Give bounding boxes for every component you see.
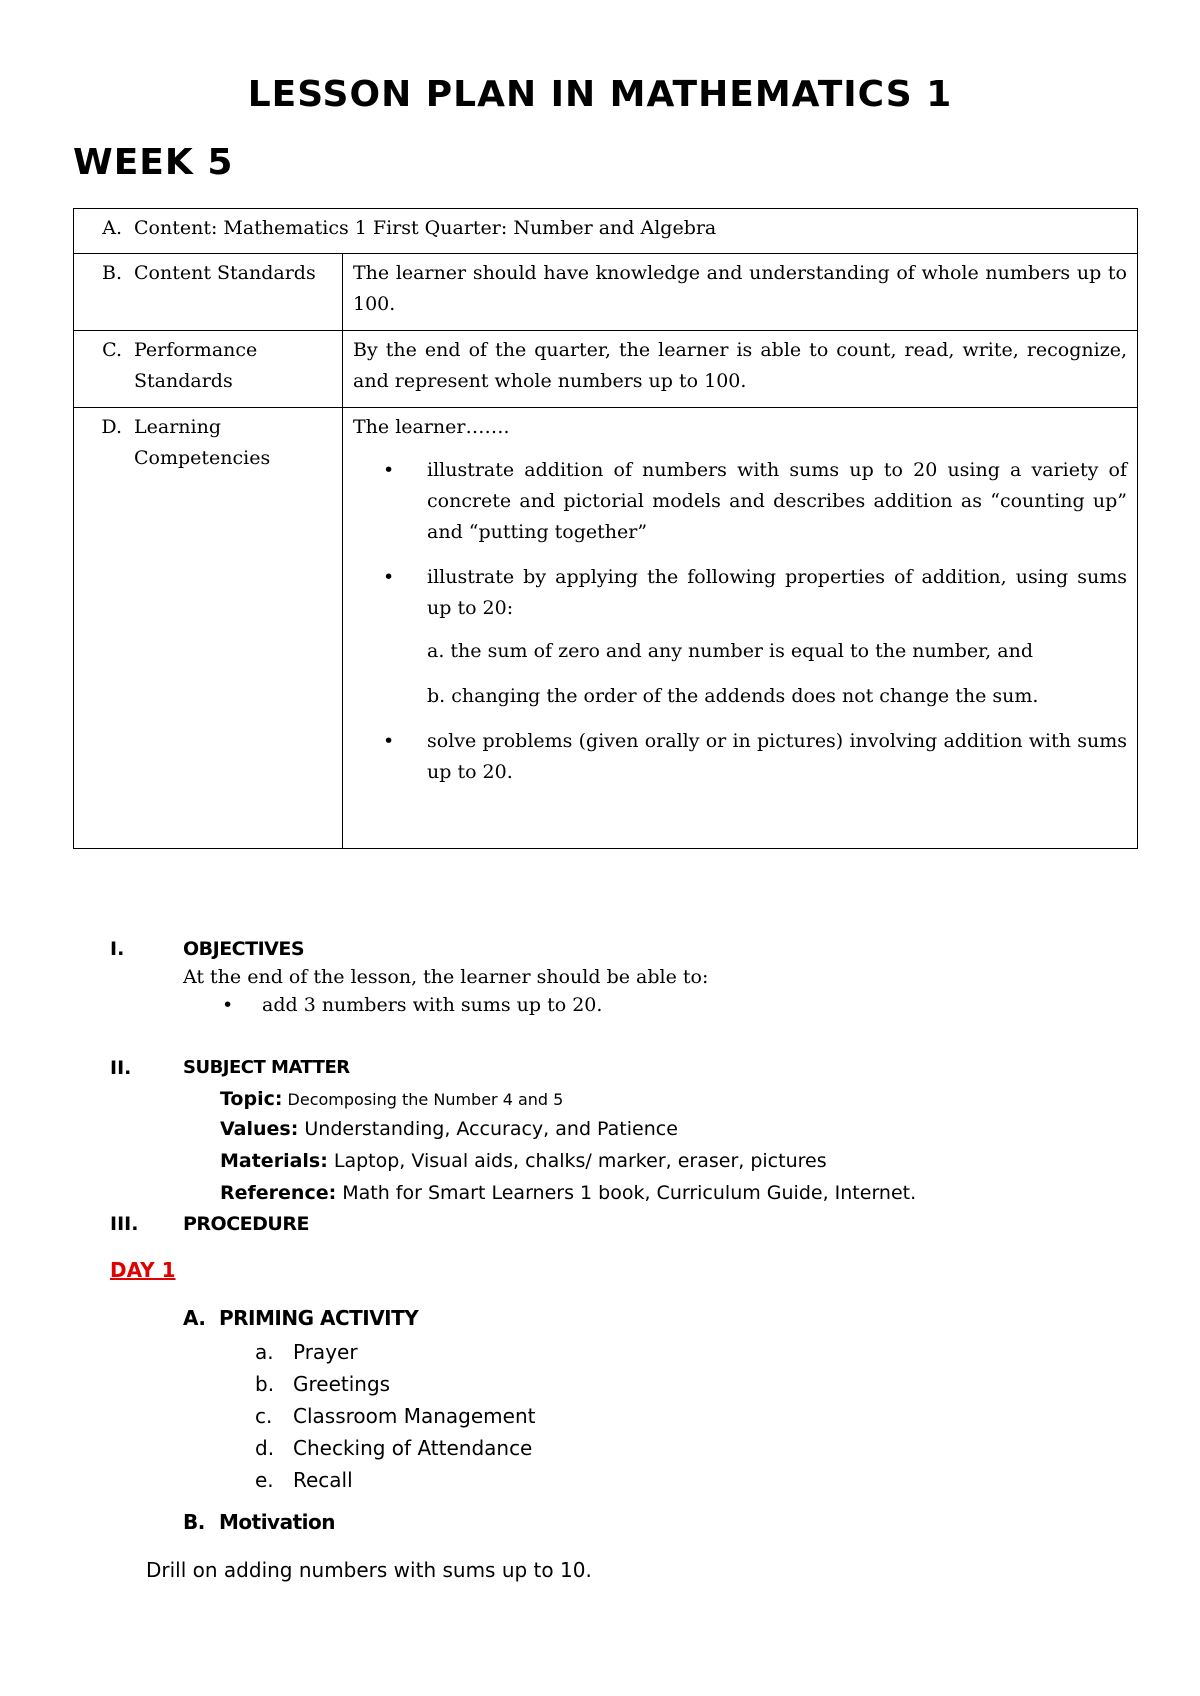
bullet-icon: •	[383, 459, 395, 481]
reference-label: Reference:	[220, 1182, 337, 1204]
item-letter: d.	[255, 1436, 275, 1460]
week-heading: WEEK 5	[73, 142, 234, 183]
label-cell	[74, 331, 343, 408]
item-text: Prayer	[293, 1340, 358, 1364]
motivation-heading	[183, 1510, 335, 1534]
objective-item	[222, 994, 602, 1016]
label-cell	[74, 408, 343, 849]
item-text: Greetings	[293, 1372, 391, 1396]
list-item	[255, 1468, 353, 1492]
values-line	[220, 1118, 678, 1140]
performance-standards-value: By the end of the quarter, the learner is able to count, read, write, recognize, and represent whole numbers up to 100.	[343, 331, 1138, 408]
table-row	[74, 254, 1138, 331]
materials-value: Laptop, Visual aids, chalks/ marker, eraser, pictures	[327, 1150, 827, 1172]
motivation-text: Drill on adding numbers with sums up to 10.	[146, 1558, 592, 1582]
property-list	[427, 636, 1127, 712]
list-item	[255, 1340, 358, 1364]
property-b: b. changing the order of the addends does not change the sum.	[427, 685, 1039, 707]
competencies-intro: The learner…….	[353, 416, 510, 438]
topic-label: Topic:	[220, 1088, 283, 1110]
list-item	[255, 1436, 532, 1460]
table-row	[74, 408, 1138, 849]
row-letter: C.	[102, 339, 122, 361]
topic-value: Decomposing the Number 4 and 5	[282, 1090, 564, 1109]
bullet-icon: •	[222, 994, 234, 1016]
row-letter: A.	[102, 217, 122, 239]
property-a: a. the sum of zero and any number is equal to the number, and	[427, 640, 1033, 662]
learning-competencies-label: Learning Competencies	[134, 416, 271, 469]
list-item	[353, 726, 1127, 788]
section-numeral: II.	[110, 1057, 132, 1079]
item-text: Recall	[293, 1468, 353, 1492]
motivation-title: Motivation	[219, 1510, 335, 1534]
reference-value: Math for Smart Learners 1 book, Curriculum Guide, Internet.	[336, 1182, 917, 1204]
competency-text: illustrate by applying the following properties of addition, using sums up to 20:	[427, 566, 1127, 619]
objectives-intro: At the end of the lesson, the learner should be able to:	[183, 966, 709, 988]
lesson-plan-table	[73, 208, 1138, 849]
item-letter: b.	[255, 1372, 275, 1396]
row-letter: B.	[101, 262, 122, 284]
objectives-heading: OBJECTIVES	[183, 938, 305, 960]
content-standards-label: Content Standards	[134, 262, 316, 284]
section-numeral: I.	[110, 938, 125, 960]
section-numeral: III.	[110, 1213, 139, 1235]
competency-text: illustrate addition of numbers with sums up to 20 using a variety of concrete and pictorial models and describes addition as “counting up” and “putting together”	[427, 459, 1127, 543]
priming-title: PRIMING ACTIVITY	[219, 1306, 419, 1330]
topic-line	[220, 1088, 563, 1110]
label-cell	[74, 254, 343, 331]
day-heading: DAY 1	[110, 1258, 176, 1282]
document-title: LESSON PLAN IN MATHEMATICS 1	[247, 74, 953, 115]
materials-line	[220, 1150, 827, 1172]
list-item	[353, 455, 1127, 548]
item-letter: a.	[255, 1340, 274, 1364]
bullet-icon: •	[383, 730, 395, 752]
objective-text: add 3 numbers with sums up to 20.	[262, 994, 603, 1016]
list-item	[255, 1372, 390, 1396]
item-text: Checking of Attendance	[293, 1436, 533, 1460]
reference-line	[220, 1182, 916, 1204]
content-standards-value: The learner should have knowledge and understanding of whole numbers up to 100.	[343, 254, 1138, 331]
procedure-heading: PROCEDURE	[183, 1213, 309, 1235]
list-item	[353, 562, 1127, 712]
priming-heading	[183, 1306, 418, 1330]
item-letter: e.	[255, 1468, 274, 1492]
list-item	[255, 1404, 535, 1428]
subsection-letter: A.	[183, 1306, 206, 1330]
learning-competencies-value	[343, 408, 1138, 849]
competencies-list	[353, 455, 1127, 788]
values-value: Understanding, Accuracy, and Patience	[298, 1118, 678, 1140]
values-label: Values:	[220, 1118, 299, 1140]
subject-matter-heading: SUBJECT MATTER	[183, 1057, 350, 1078]
content-cell	[74, 209, 1138, 254]
materials-label: Materials:	[220, 1150, 328, 1172]
row-letter: D.	[101, 416, 122, 438]
table-row	[74, 331, 1138, 408]
competency-text: solve problems (given orally or in pictures) involving addition with sums up to 20.	[427, 730, 1127, 783]
subsection-letter: B.	[183, 1510, 205, 1534]
item-letter: c.	[255, 1404, 273, 1428]
content-text: Content: Mathematics 1 First Quarter: Number and Algebra	[134, 217, 717, 239]
performance-standards-label: Performance Standards	[134, 339, 258, 392]
item-text: Classroom Management	[293, 1404, 536, 1428]
table-row	[74, 209, 1138, 254]
bullet-icon: •	[383, 566, 395, 588]
